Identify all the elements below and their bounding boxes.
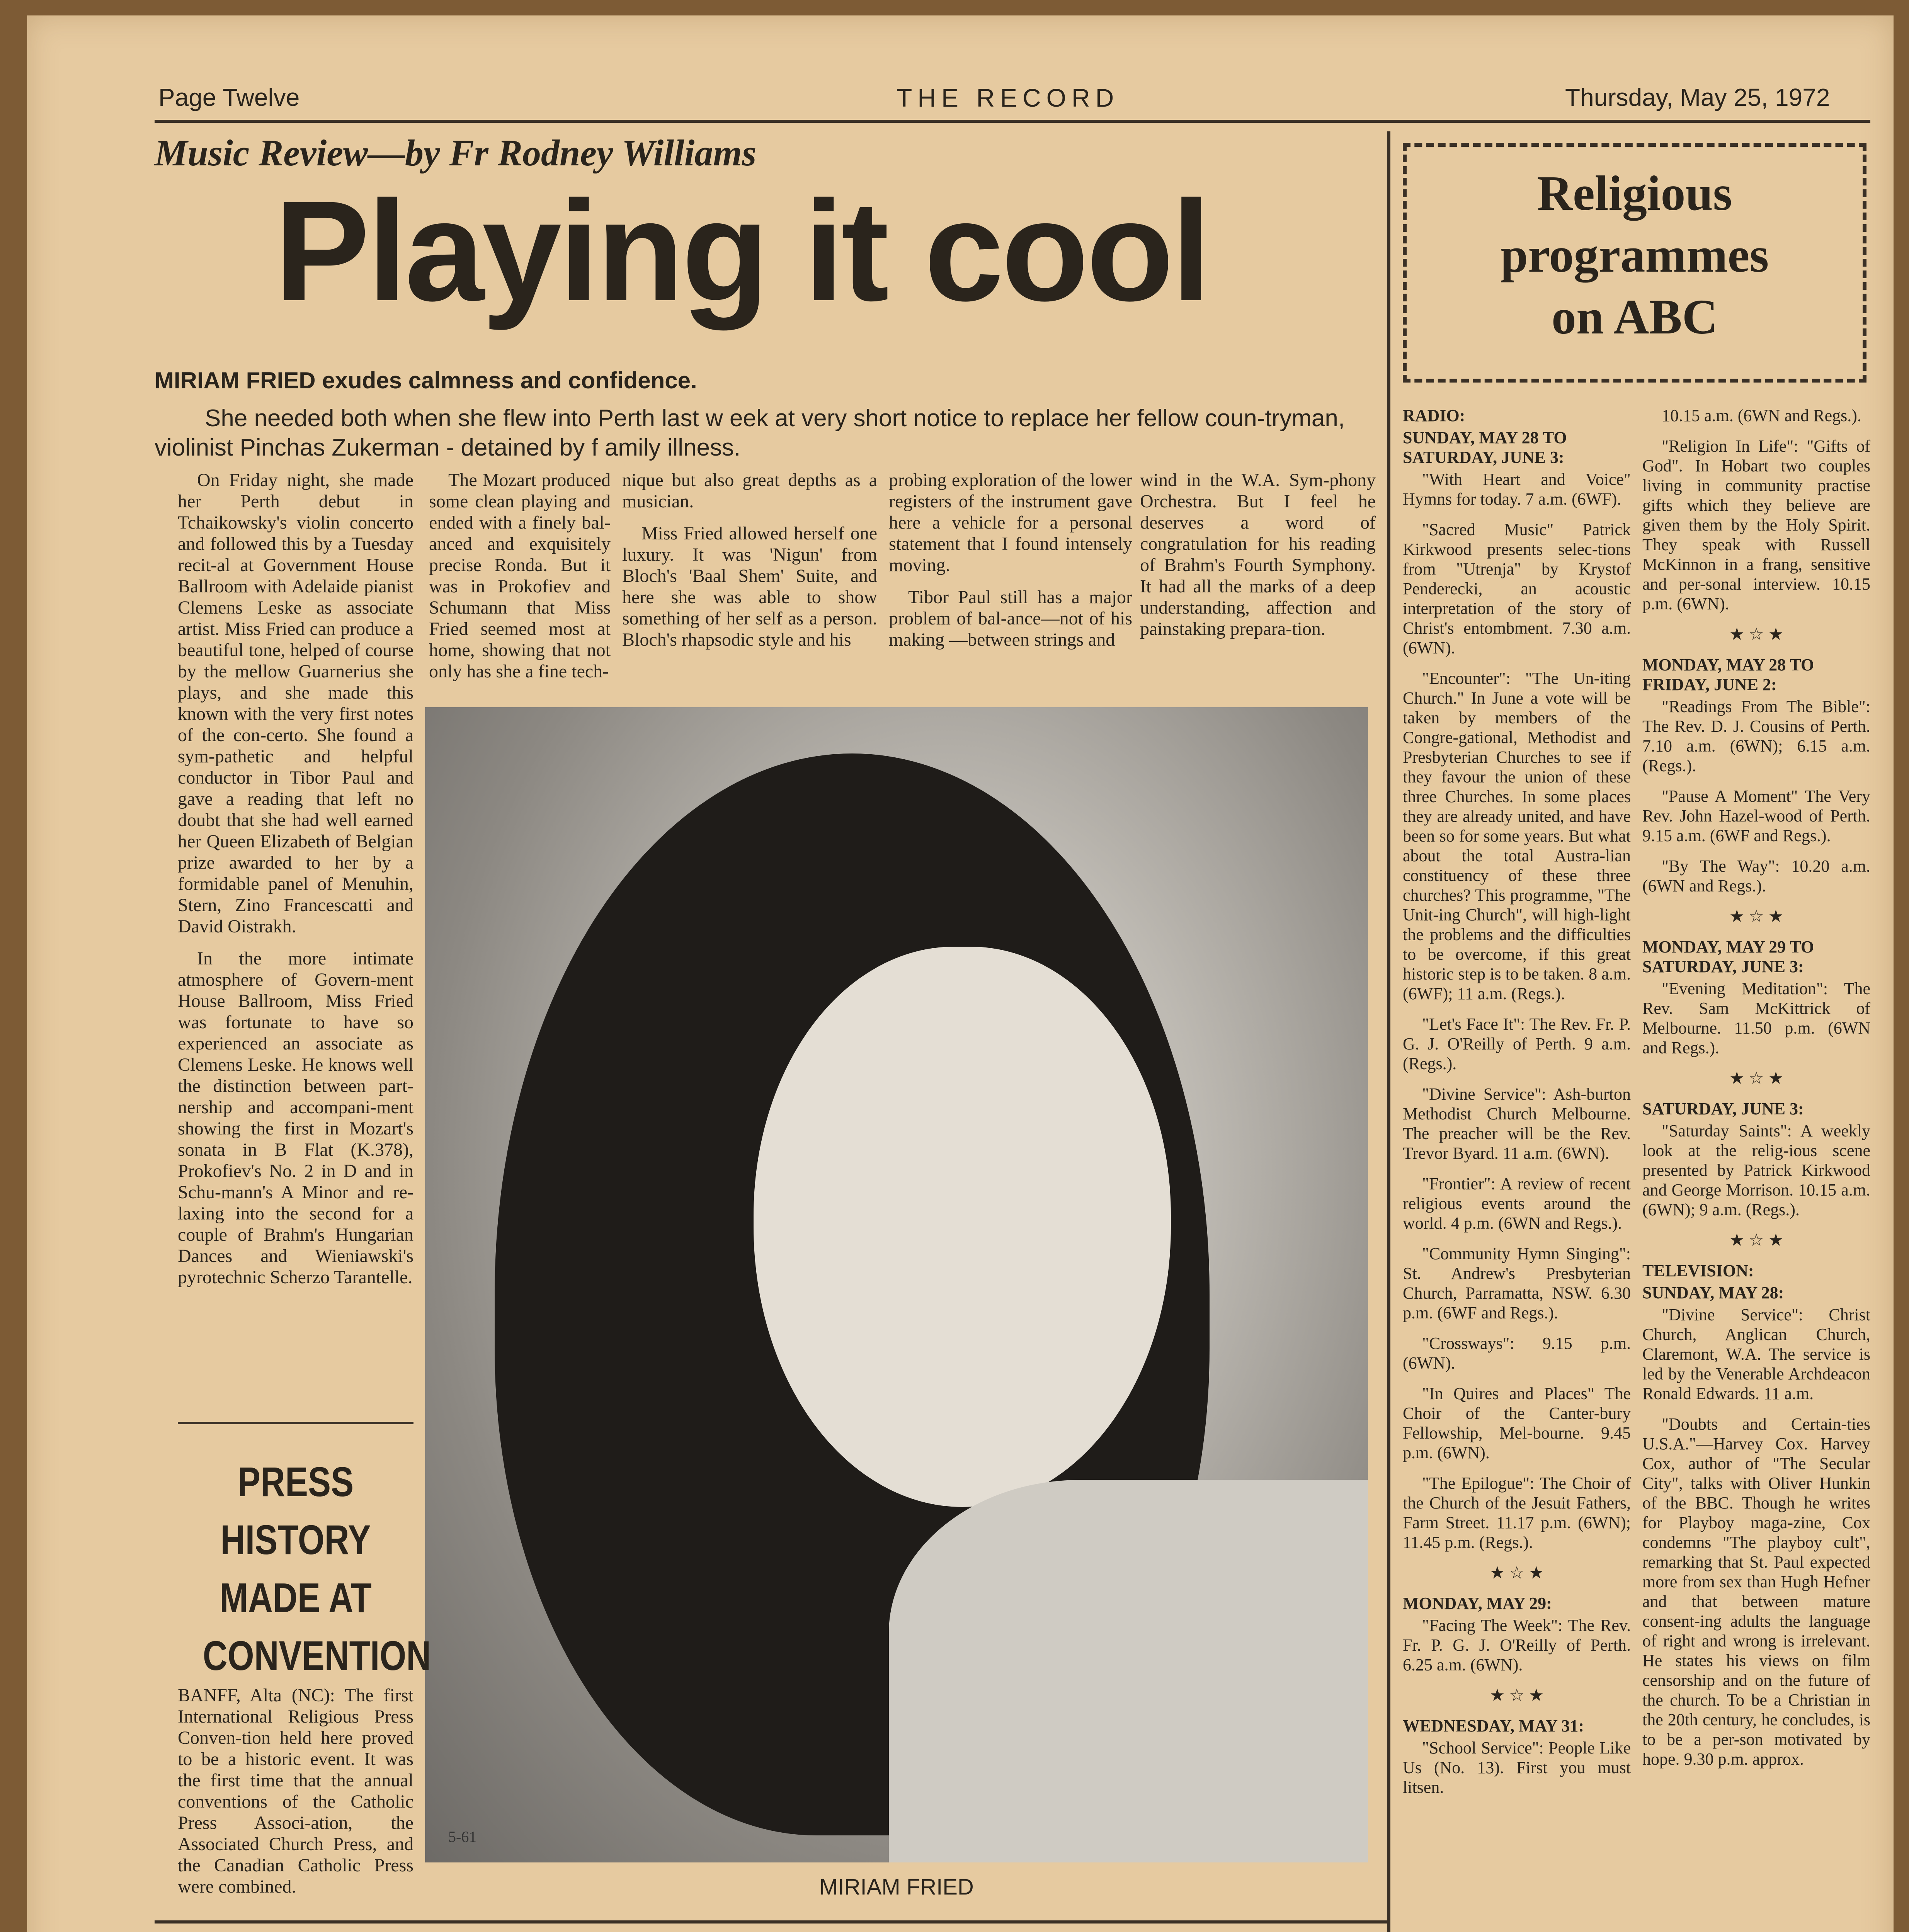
schedule-entry: "Divine Service": Christ Church, Anglican Church, Claremont, W.A. The service is led by the Venerable Archdeacon Ronald Edwards. 11 a.m.: [1642, 1305, 1870, 1403]
issue-date: Thursday, May 25, 1972: [1565, 83, 1830, 111]
review-column-5: [1140, 469, 1376, 650]
schedule-entry: "Pause A Moment" The Very Rev. John Hazel-wood of Perth. 9.15 a.m. (6WF and Regs.).: [1642, 787, 1870, 845]
schedule-entry: "Sacred Music" Patrick Kirkwood presents selec-tions from "Utrenja" by Krystof Penderecki, an acoustic interpretation of the story of Christ's entombment. 7.30 a.m. (6WN).: [1403, 520, 1631, 657]
miriam-fried-photo: [425, 707, 1368, 1862]
star-divider: ★ ☆ ★: [1489, 1686, 1544, 1705]
photo-face: [754, 947, 1171, 1507]
schedule-entry: "Readings From The Bible": The Rev. D. J. Cousins of Perth. 7.10 a.m. (6WN); 6.15 a.m. (Regs.).: [1642, 697, 1870, 775]
title-line: Religious: [1537, 166, 1732, 221]
press-body: BANFF, Alta (NC): The first International Religious Press Conven-tion held here proved to be a historic event. It was the first time that the annual conventions of the Catholic Press Associ-ation, the Associated Church Press, and the Canadian Catholic Press were combined.: [178, 1685, 413, 1897]
schedule-heading: WEDNESDAY, MAY 31:: [1403, 1716, 1584, 1735]
masthead-rule: [155, 120, 1870, 123]
photo-blouse: [889, 1480, 1368, 1862]
review-headline: Playing it cool: [274, 171, 1209, 331]
paragraph: probing exploration of the lower registers of the instrument gave here a vehicle for a personal statement that I found intensely moving.: [889, 470, 1132, 575]
press-headline-line: HISTORY: [220, 1516, 371, 1563]
review-column-2: [429, 469, 611, 693]
schedule-heading: MONDAY, MAY 29 TO SATURDAY, JUNE 3:: [1642, 937, 1814, 976]
religious-column-2: [1642, 406, 1870, 1780]
schedule-entry: "Evening Meditation": The Rev. Sam McKittrick of Melbourne. 11.50 p.m. (6WN and Regs.).: [1642, 979, 1870, 1057]
schedule-entry: "By The Way": 10.20 a.m. (6WN and Regs.).: [1642, 857, 1870, 895]
star-divider: ★ ☆ ★: [1729, 625, 1784, 644]
page-number: Page Twelve: [158, 83, 300, 111]
paragraph: In the more intimate atmosphere of Govern-ment House Ballroom, Miss Fried was fortunate to have so experienced an associate as Clemens Leske. He knows well the distinction between part-nership and accompani-ment showing the first in Mozart's sonata in B Flat (K.378), Prokofiev's No. 2 in D and in Schu-mann's A Minor and re-laxing into the second for a couple of Brahm's Hungarian Dances and Wieniawski's pyrotechnic Scherzo Tarantelle.: [178, 948, 413, 1287]
paragraph: The Mozart produced some clean playing and ended with a finely bal-anced and exquisitely precise Ronda. But it was in Prokofiev and Schumann that Miss Fried seemed most at home, showing that not only has she a fine tech-: [429, 470, 611, 682]
review-subhead: MIRIAM FRIED exudes calmness and confidence.: [155, 367, 697, 393]
review-standfirst: She needed both when she flew into Perth last w eek at very short notice to replace her fellow coun-tryman, violinist Pinchas Zukerman - detained by f amily illness.: [155, 405, 1345, 461]
schedule-entry: "School Service": People Like Us (No. 13). First you must litsen.: [1403, 1738, 1631, 1797]
column-divider: [1387, 131, 1390, 1932]
religious-title-box: [1403, 143, 1866, 383]
section-rule: [155, 1920, 1387, 1923]
title-line: programmes: [1500, 228, 1769, 282]
schedule-entry: "Crossways": 9.15 p.m. (6WN).: [1403, 1334, 1631, 1372]
star-divider: ★ ☆ ★: [1489, 1563, 1544, 1582]
schedule-entry: "Saturday Saints": A weekly look at the relig-ious scene presented by Patrick Kirkwood and George Morrison. 10.15 a.m. (6WN); 9 a.m. (Regs.).: [1642, 1121, 1870, 1219]
schedule-entry: "The Epilogue": The Choir of the Church of the Jesuit Fathers, Farm Street. 11.17 p.m. (6WN); 11.45 p.m. (Regs.).: [1403, 1474, 1631, 1552]
newspaper-page: [27, 15, 1894, 1932]
paragraph: On Friday night, she made her Perth debut in Tchaikowsky's violin concerto and followed this by a Tuesday recit-al at Government House Ballroom with Adelaide pianist Clemens Leske as associate artist. Miss Fried can produce a beautiful tone, helped of course by the mellow Guarnerius she plays, and she made this known with the very first notes of the con-certo. She found a sym-pathetic and helpful conductor in Tibor Paul and gave a reading that left no doubt that she had well earned her Queen Elizabeth of Belgian prize awarded to her by a formidable panel of Menuhin, Stern, Zino Francescatti and David Oistrakh.: [178, 470, 413, 937]
schedule-entry: "Frontier": A review of recent religious events around the world. 4 p.m. (6WN and Regs.).: [1403, 1174, 1631, 1233]
schedule-entry: 10.15 a.m. (6WN and Regs.).: [1662, 406, 1861, 425]
schedule-entry: "Let's Face It": The Rev. Fr. P. G. J. O'Reilly of Perth. 9 a.m. (Regs.).: [1403, 1015, 1631, 1073]
schedule-entry: "Religion In Life": "Gifts of God". In Hobart two couples living in community practise gifts which they believe are given them by the Holy Spirit. They speak with Russell McKinnon in a frang, sensitive and per-sonal interview. 10.15 p.m. (6WN).: [1642, 437, 1870, 613]
schedule-entry: "Facing The Week": The Rev. Fr. P. G. J. O'Reilly of Perth. 6.25 a.m. (6WN).: [1403, 1616, 1631, 1674]
religious-title: [1407, 147, 1863, 348]
paper-name: THE RECORD: [897, 83, 1120, 112]
press-rule: [178, 1422, 413, 1424]
schedule-heading: SUNDAY, MAY 28:: [1642, 1283, 1784, 1302]
religious-column-1: [1403, 406, 1631, 1808]
review-column-4: [889, 469, 1132, 661]
press-headline-line: PRESS: [237, 1458, 354, 1505]
star-divider: ★ ☆ ★: [1729, 907, 1784, 926]
schedule-heading: SATURDAY, JUNE 3:: [1642, 1099, 1804, 1118]
press-headline-line: CONVENTION: [202, 1632, 431, 1679]
photo-caption: MIRIAM FRIED: [819, 1874, 974, 1900]
schedule-heading: MONDAY, MAY 29:: [1403, 1594, 1552, 1613]
paragraph: Tibor Paul still has a major problem of bal-ance—not of his making —between strings and: [889, 587, 1132, 650]
schedule-heading: TELEVISION:: [1642, 1261, 1754, 1280]
review-column-3: [622, 469, 877, 661]
schedule-entry: "Encounter": "The Un-iting Church." In June a vote will be taken by members of the Congre-gational, Methodist and Presbyterian Churches to see if they favour the union of these three Churches. In some places they are already united, and have been so for some years. But what about the total Austra-lian constituency of these three churches? This programme, "The Unit-ing Church", will high-light the problems and the difficulties to be overcome, if this great historic step is to be taken. 8 a.m. (6WF); 11 a.m. (Regs.).: [1403, 669, 1631, 1003]
press-headline-line: MADE AT: [219, 1574, 372, 1621]
paragraph: Miss Fried allowed herself one luxury. It was 'Nigun' from Bloch's 'Baal Shem' Suite, and here she was able to show something of her self as a person. Bloch's rhapsodic style and his: [622, 523, 877, 650]
review-kicker: Music Review—by Fr Rodney Williams: [155, 132, 757, 173]
title-line: on ABC: [1551, 289, 1718, 344]
star-divider: ★ ☆ ★: [1729, 1069, 1784, 1088]
paragraph: wind in the W.A. Sym-phony Orchestra. But I feel he deserves a word of congratulation for his reading of Brahm's Fourth Symphony. It had all the marks of a deep understanding, affection and painstaking prepara-tion.: [1140, 470, 1376, 639]
schedule-entry: "With Heart and Voice" Hymns for today. 7 a.m. (6WF).: [1403, 470, 1631, 509]
schedule-entry: "Community Hymn Singing": St. Andrew's Presbyterian Church, Parramatta, NSW. 6.30 p.m. (6WF and Regs.).: [1403, 1244, 1631, 1322]
schedule-heading: SUNDAY, MAY 28 TO SATURDAY, JUNE 3:: [1403, 428, 1567, 467]
schedule-heading: RADIO:: [1403, 406, 1465, 425]
schedule-entry: "Doubts and Certain-ties U.S.A."—Harvey Cox. Harvey Cox, author of "The Secular City", talks with Oliver Hunkin of the BBC. Though he writes for Playboy maga-zine, Cox condemns "The playboy cult", remarking that St. Paul expected more from sex than Hugh Hefner and that between mature consent-ing adults the language of right and wrong is irrelevant. He states his views on film censorship and on the future of the church. To be a Christian in the 20th century, he concludes, is to be a per-son motivated by hope. 9.30 p.m. approx.: [1642, 1415, 1870, 1769]
star-divider: ★ ☆ ★: [1729, 1231, 1784, 1250]
schedule-entry: "Divine Service": Ash-burton Methodist Church Melbourne. The preacher will be the Rev. Trevor Byard. 11 a.m. (6WN).: [1403, 1085, 1631, 1163]
schedule-entry: "In Quires and Places" The Choir of the Canter-bury Fellowship, Mel-bourne. 9.45 p.m. (6WN).: [1403, 1384, 1631, 1462]
paragraph: nique but also great depths as a musician.: [622, 470, 877, 512]
schedule-heading: MONDAY, MAY 28 TO FRIDAY, JUNE 2:: [1642, 655, 1814, 694]
press-headline: [178, 1453, 431, 1685]
review-column-1: [178, 469, 413, 1299]
photo-mark: 5-61: [448, 1828, 477, 1845]
